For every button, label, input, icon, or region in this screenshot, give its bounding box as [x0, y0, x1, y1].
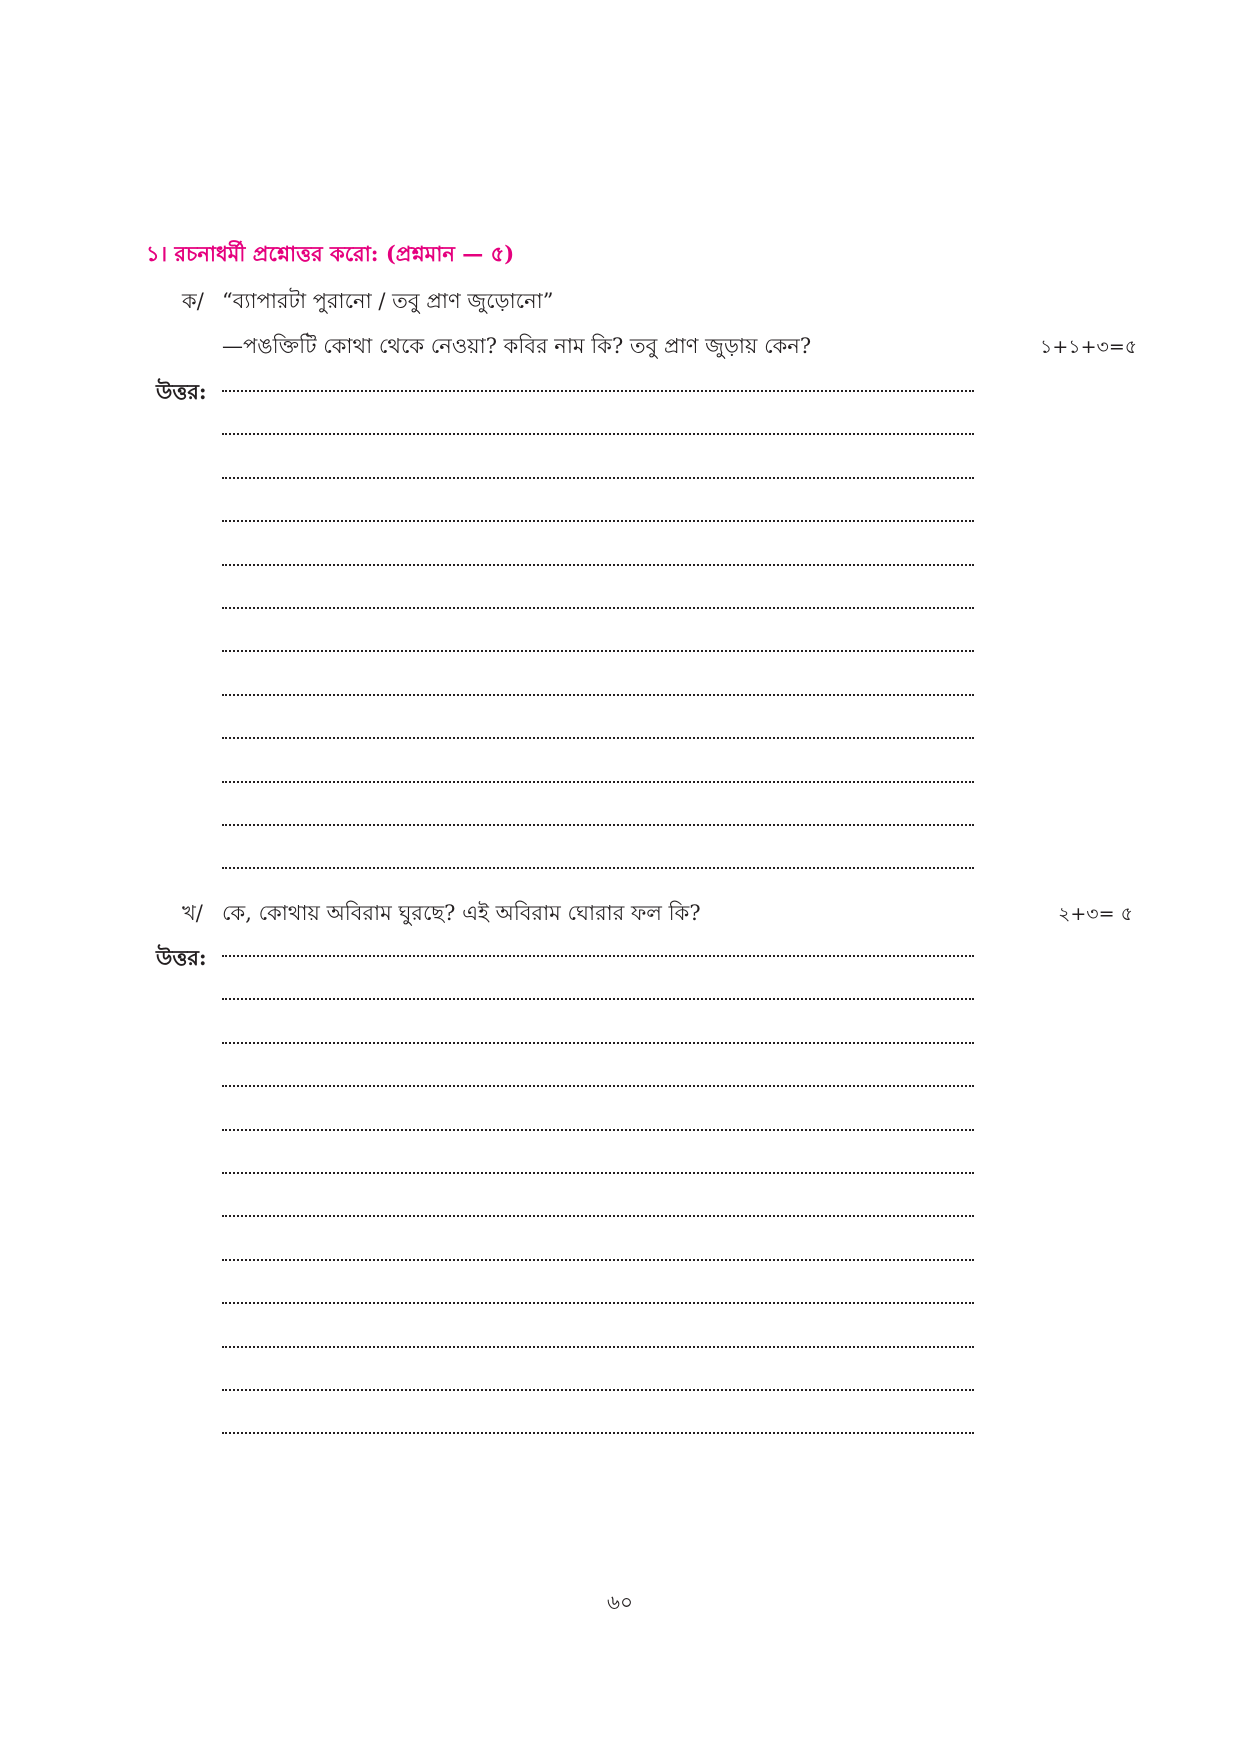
answer-line[interactable] — [222, 781, 974, 783]
question-kha-answer-label: উত্তর: — [156, 945, 207, 970]
answer-line[interactable] — [222, 650, 974, 652]
answer-line[interactable] — [222, 1085, 974, 1087]
question-ka-answer-label: উত্তর: — [156, 379, 207, 404]
answer-line[interactable] — [222, 998, 974, 1000]
answer-line[interactable] — [222, 390, 974, 392]
question-kha-marks: ২+৩= ৫ — [1058, 903, 1133, 925]
answer-line[interactable] — [222, 1215, 974, 1217]
question-ka-label: ক/ — [182, 289, 204, 313]
question-ka-quote: “ব্যাপারটা পুরানো / তবু প্রাণ জুড়োনো” — [222, 289, 554, 313]
answer-line[interactable] — [222, 607, 974, 609]
answer-line[interactable] — [222, 824, 974, 826]
question-ka-marks: ১+১+৩=৫ — [1040, 336, 1138, 358]
answer-line[interactable] — [222, 477, 974, 479]
answer-line[interactable] — [222, 1172, 974, 1174]
answer-line[interactable] — [222, 1302, 974, 1304]
answer-line[interactable] — [222, 564, 974, 566]
question-ka-prompt: —পঙক্তিটি কোথা থেকে নেওয়া? কবির নাম কি? তবু প্রাণ জুড়ায় কেন? — [222, 334, 812, 358]
answer-line[interactable] — [222, 737, 974, 739]
section-heading: ১। রচনাধর্মী প্রশ্নোত্তর করো: (প্রশ্নমান — ৫) — [146, 241, 515, 266]
answer-line[interactable] — [222, 1042, 974, 1044]
question-kha-label: খ/ — [182, 901, 203, 925]
question-kha-prompt: কে, কোথায় অবিরাম ঘুরছে? এই অবিরাম ঘোরার ফল কি? — [222, 901, 701, 925]
page-number: ৬০ — [606, 1590, 633, 1614]
answer-line[interactable] — [222, 694, 974, 696]
answer-line[interactable] — [222, 520, 974, 522]
answer-line[interactable] — [222, 867, 974, 869]
answer-line[interactable] — [222, 1259, 974, 1261]
answer-line[interactable] — [222, 433, 974, 435]
answer-line[interactable] — [222, 1346, 974, 1348]
answer-line[interactable] — [222, 1129, 974, 1131]
answer-line[interactable] — [222, 955, 974, 957]
answer-line[interactable] — [222, 1432, 974, 1434]
answer-line[interactable] — [222, 1389, 974, 1391]
